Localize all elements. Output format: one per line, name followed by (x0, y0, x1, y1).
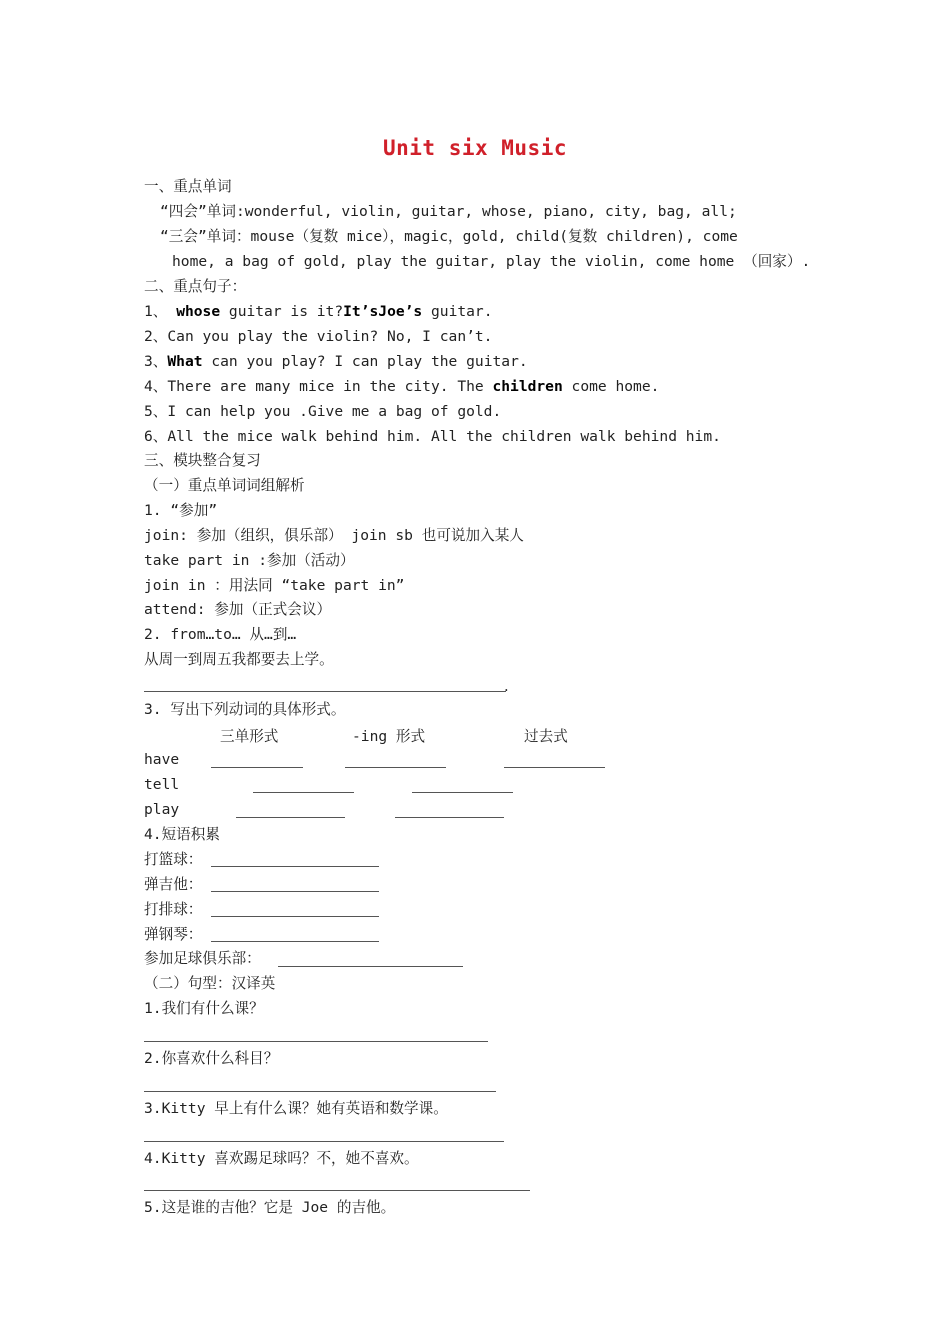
bold-word-children: children (492, 378, 563, 395)
translate-sentence-2: 2.你喜欢什么科目？ (144, 1050, 279, 1067)
translate-sentence-1: 1.我们有什么课？ (144, 1000, 264, 1017)
bold-word-what: What (167, 353, 203, 370)
translate-sentence-5: 5.这是谁的吉他？它是 Joe 的吉他。 (144, 1199, 396, 1216)
key-sentence-6: 6、All the mice walk behind him. All the children walk behind him. (144, 428, 721, 445)
basketball-blank[interactable] (211, 866, 379, 867)
have-past-blank[interactable] (504, 767, 605, 768)
three-skill-words-line1: “三会”单词：mouse（复数 mice），magic，gold, child(复数 children), come (160, 228, 738, 245)
sentence-text: 4、There are many mice in the city. The (144, 378, 493, 395)
key-sentence-5: 5、I can help you .Give me a bag of gold. (144, 403, 502, 420)
play-blank-2[interactable] (395, 817, 504, 818)
three-skill-words-line2: home, a bag of gold, play the guitar, play the violin, come home （回家）. (172, 253, 811, 270)
sentence-2-blank[interactable] (144, 1091, 496, 1092)
sentence-text: guitar is it? (220, 303, 344, 320)
section-3-heading: 三、模块整合复习 (144, 452, 261, 469)
play-blank-1[interactable] (236, 817, 345, 818)
item-3-title: 3. 写出下列动词的具体形式。 (144, 701, 346, 718)
sentence-1-blank[interactable] (144, 1041, 488, 1042)
page-title: Unit six Music (382, 136, 567, 160)
guitar-blank[interactable] (211, 891, 379, 892)
sentence-text: can you play? I can play the guitar. (202, 353, 528, 370)
take-part-usage: take part in :参加（活动） (144, 552, 355, 569)
column-ing-form: -ing 形式 (352, 728, 426, 745)
sentence-text: come home. (562, 378, 660, 395)
item-2-question: 从周一到周五我都要去上学。 (144, 651, 334, 668)
phrase-volleyball: 打排球： (144, 901, 203, 918)
bold-phrase-its-joes: It’sJoe’s (343, 303, 423, 320)
bold-word-whose: whose (176, 303, 221, 320)
period-mark: . (504, 678, 509, 695)
subsection-2-heading: （二）句型：汉译英 (144, 975, 276, 992)
four-skill-words: “四会”单词:wonderful, violin, guitar, whose, piano, city, bag, all; (160, 203, 737, 220)
key-sentence-2: 2、Can you play the violin? No, I can’t. (144, 328, 493, 345)
answer-blank[interactable] (144, 691, 506, 692)
verb-have: have (144, 751, 180, 768)
column-third-person: 三单形式 (220, 728, 279, 745)
phrase-guitar: 弹吉他： (144, 876, 203, 893)
item-4-title: 4.短语积累 (144, 826, 220, 843)
key-sentence-1 (144, 302, 493, 322)
attend-usage: attend: 参加（正式会议） (144, 601, 332, 618)
translate-sentence-3: 3.Kitty 早上有什么课？她有英语和数学课。 (144, 1100, 448, 1117)
tell-blank-2[interactable] (412, 792, 513, 793)
item-2-title: 2. from…to… 从…到… (144, 626, 297, 643)
phrase-basketball: 打篮球： (144, 851, 203, 868)
item-1-title: 1. “参加” (144, 502, 218, 519)
verb-tell: tell (144, 776, 180, 793)
subsection-1-heading: （一）重点单词词组解析 (144, 477, 305, 494)
column-past-tense: 过去式 (524, 728, 568, 745)
join-in-usage: join in ：用法同 “take part in” (144, 577, 405, 594)
tell-blank-1[interactable] (253, 792, 354, 793)
translate-sentence-4: 4.Kitty 喜欢踢足球吗？不，她不喜欢。 (144, 1150, 419, 1167)
section-1-heading: 一、重点单词 (144, 178, 232, 195)
sentence-text: guitar. (422, 303, 493, 320)
key-sentence-3 (144, 352, 528, 372)
join-usage: join: 参加（组织，俱乐部） join sb 也可说加入某人 (144, 527, 524, 544)
phrase-football-club: 参加足球俱乐部： (144, 950, 261, 967)
sentence-number: 1、 (144, 303, 168, 320)
have-ing-blank[interactable] (345, 767, 446, 768)
section-2-heading: 二、重点句子： (144, 278, 247, 295)
football-club-blank[interactable] (278, 966, 463, 967)
phrase-piano: 弹钢琴： (144, 926, 203, 943)
key-sentence-4 (144, 377, 659, 397)
sentence-3-blank[interactable] (144, 1141, 504, 1142)
volleyball-blank[interactable] (211, 916, 379, 917)
have-third-person-blank[interactable] (211, 767, 303, 768)
sentence-number: 3、 (144, 353, 168, 370)
sentence-4-blank[interactable] (144, 1190, 530, 1191)
verb-play: play (144, 801, 180, 818)
piano-blank[interactable] (211, 941, 379, 942)
